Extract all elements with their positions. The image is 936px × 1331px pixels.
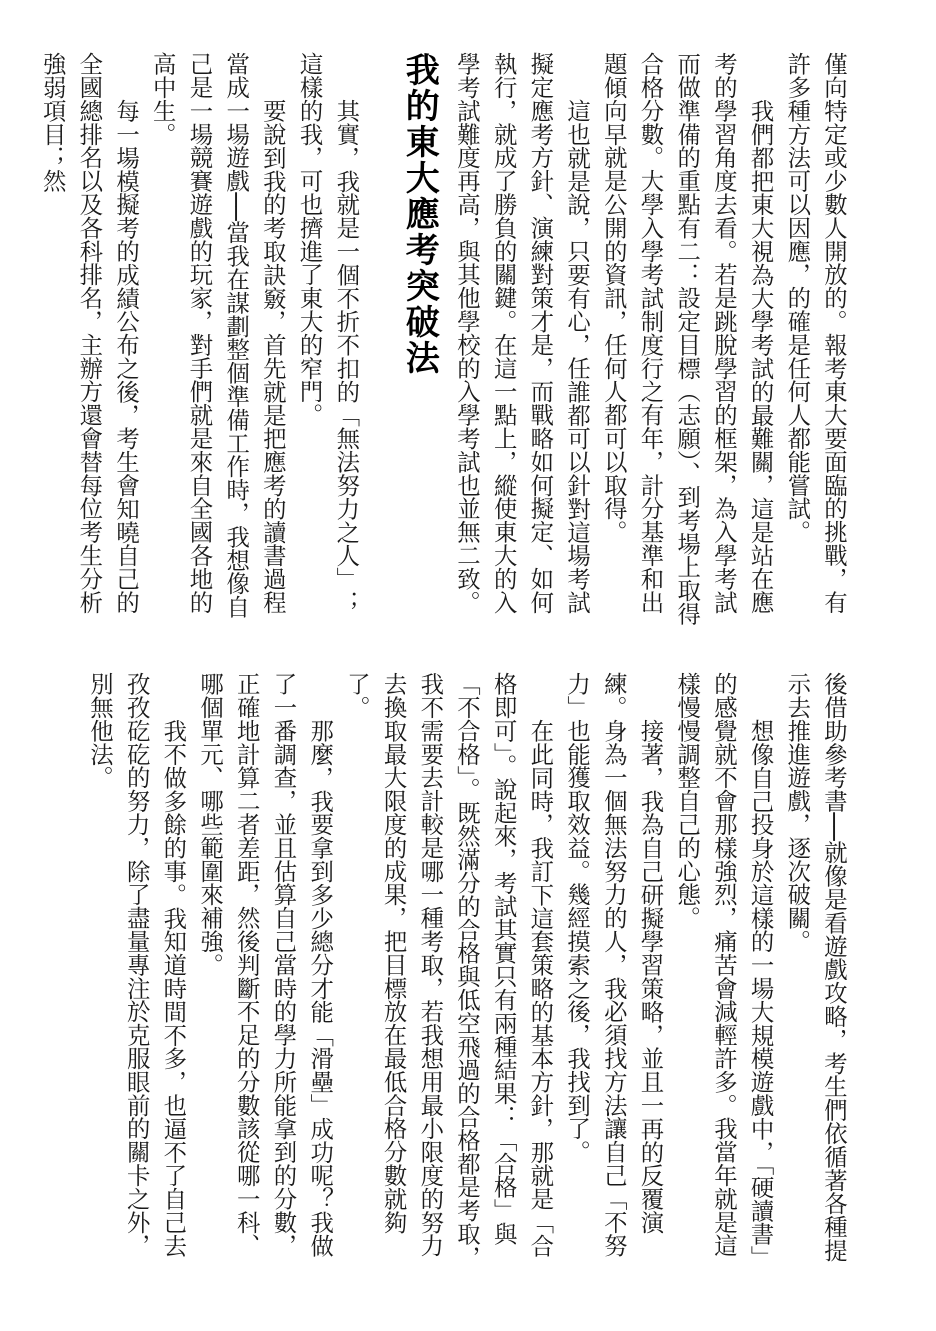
paragraph-continuation: 僅向特定或少數人開放的。報考東大要面臨的挑戰，有許多種方法可以因應，的確是任何人都能嘗試。 [783,52,848,614]
paragraph: 接著，我為自己研擬學習策略，並且一再的反覆演練。身為一個無法努力的人，我必須找方法讓自己「不努力」也能獲取效益。幾經摸索之後，我找到了。 [563,672,665,1257]
paragraph: 我們都把東大視為大學考試的最難關，這是站在應考的學習角度去看。若是跳脫學習的框架，為入學考試而做準備的重點有二：設定目標（志願）、到考場上取得合格分數。大學入學考試制度行之有年，計分基準和出題傾向早就是公開的資訊，任何人都可以取得。 [599,52,775,626]
paragraph: 那麼，我要拿到多少總分才能「滑壘」成功呢？我做了一番調查，並且估算自己當時的學力所能拿到的分數，正確地計算二者差距，然後判斷不足的分數該從哪一科、哪個單元、哪些範圍來補強。 [196,672,335,1257]
paragraph-continuation: 後借助參考書──就像是看遊戲攻略，考生們依循著各種提示去推進遊戲，逐次破關。 [783,672,848,1262]
section-heading: 我的東大應考突破法 [399,52,440,376]
paragraph: 要說到我的考取訣竅，首先就是把應考的讀書過程當成一場遊戲──當我在謀劃整個準備工作時，我想像自己是一場競賽遊戲的玩家，對手們就是來自全國各地的高中生。 [148,52,287,619]
paragraph: 我不做多餘的事。我知道時間不多，也逼不了自己去孜孜矻矻的努力，除了盡量專注於克服眼前的關卡之外，別無他法。 [85,672,188,1257]
paragraph: 想像自己投身於這樣的一場大規模遊戲中，「硬讀書」的感覺就不會那樣強烈，痛苦會減輕許多。我當年就是這樣慢慢調整自己的心態。 [673,672,775,1269]
paragraph: 其實，我就是一個不折不扣的「無法努力之人」；這樣的我，可也擠進了東大的窄門。 [295,52,361,614]
bottom-text-block [85,672,852,1272]
paragraph: 每一場模擬考的成績公布之後，考生會知曉自己的全國總排名以及各科排名，主辦方還會替每位考生分析強弱項目；然 [38,52,141,614]
top-text-block [38,52,852,632]
paragraph: 在此同時，我訂下這套策略的基本方針，那就是「合格即可」。說起來，考試其實只有兩種結果：「合格」與「不合格」。既然滿分的合格與低空飛過的合格都是考取，我不需要去計較是哪一種考取，若我想用最小限度的努力去換取最大限度的成果，把目標放在最低合格分數就夠了。 [342,672,555,1269]
paragraph: 這也就是說，只要有心，任誰都可以針對這場考試擬定應考方針、演練對策才是，而戰略如何擬定、如何執行，就成了勝負的關鍵。在這一點上，縱使東大的入學考試難度再高，與其他學校的入學考試也並無二致。 [452,52,592,614]
